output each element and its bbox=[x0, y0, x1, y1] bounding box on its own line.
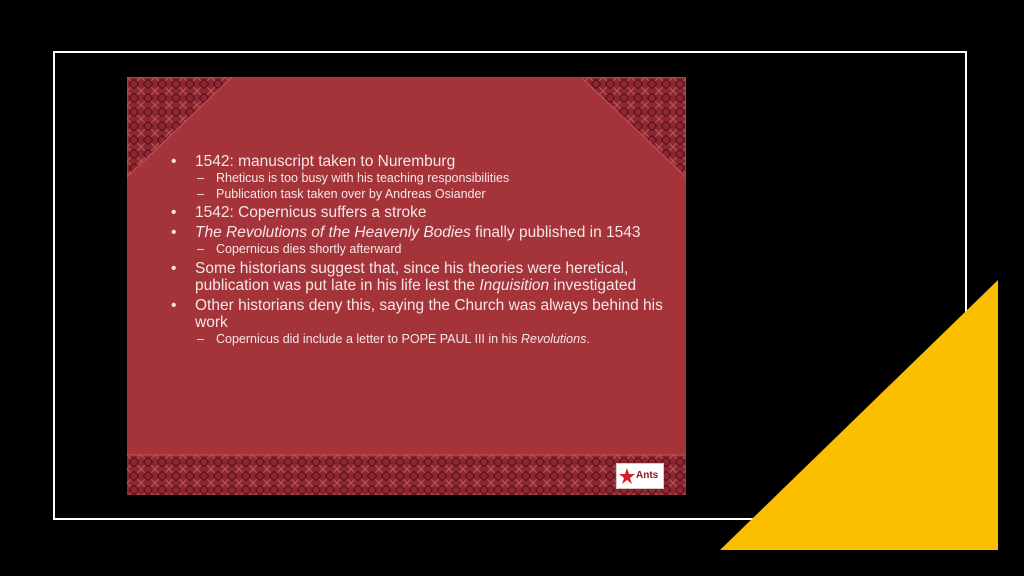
sub-bullet-item: – Copernicus dies shortly afterward bbox=[171, 242, 671, 257]
sub-bullet-item: – Copernicus did include a letter to POPE PAUL III in his Revolutions. bbox=[171, 332, 671, 347]
bullet-list bbox=[171, 150, 671, 346]
bullet-item: • The Revolutions of the Heavenly Bodies finally published in 1543 bbox=[171, 224, 671, 241]
star-icon bbox=[619, 468, 635, 484]
sub-bullet-item: – Rheticus is too busy with his teaching responsibilities bbox=[171, 171, 671, 186]
logo-text: Ants bbox=[636, 470, 659, 481]
bullet-item: • Some historians suggest that, since his theories were heretical, publication was put late in his life lest the Inquisition investigated bbox=[171, 260, 671, 294]
bullet-item: • 1542: Copernicus suffers a stroke bbox=[171, 204, 671, 221]
presentation-slide bbox=[127, 77, 686, 495]
bullet-item: • Other historians deny this, saying the Church was always behind his work bbox=[171, 297, 671, 331]
yellow-triangle-accent bbox=[720, 280, 998, 550]
bullet-item: • 1542: manuscript taken to Nuremburg bbox=[171, 153, 671, 170]
publisher-logo bbox=[616, 463, 664, 489]
sub-bullet-item: – Publication task taken over by Andreas Osiander bbox=[171, 187, 671, 202]
